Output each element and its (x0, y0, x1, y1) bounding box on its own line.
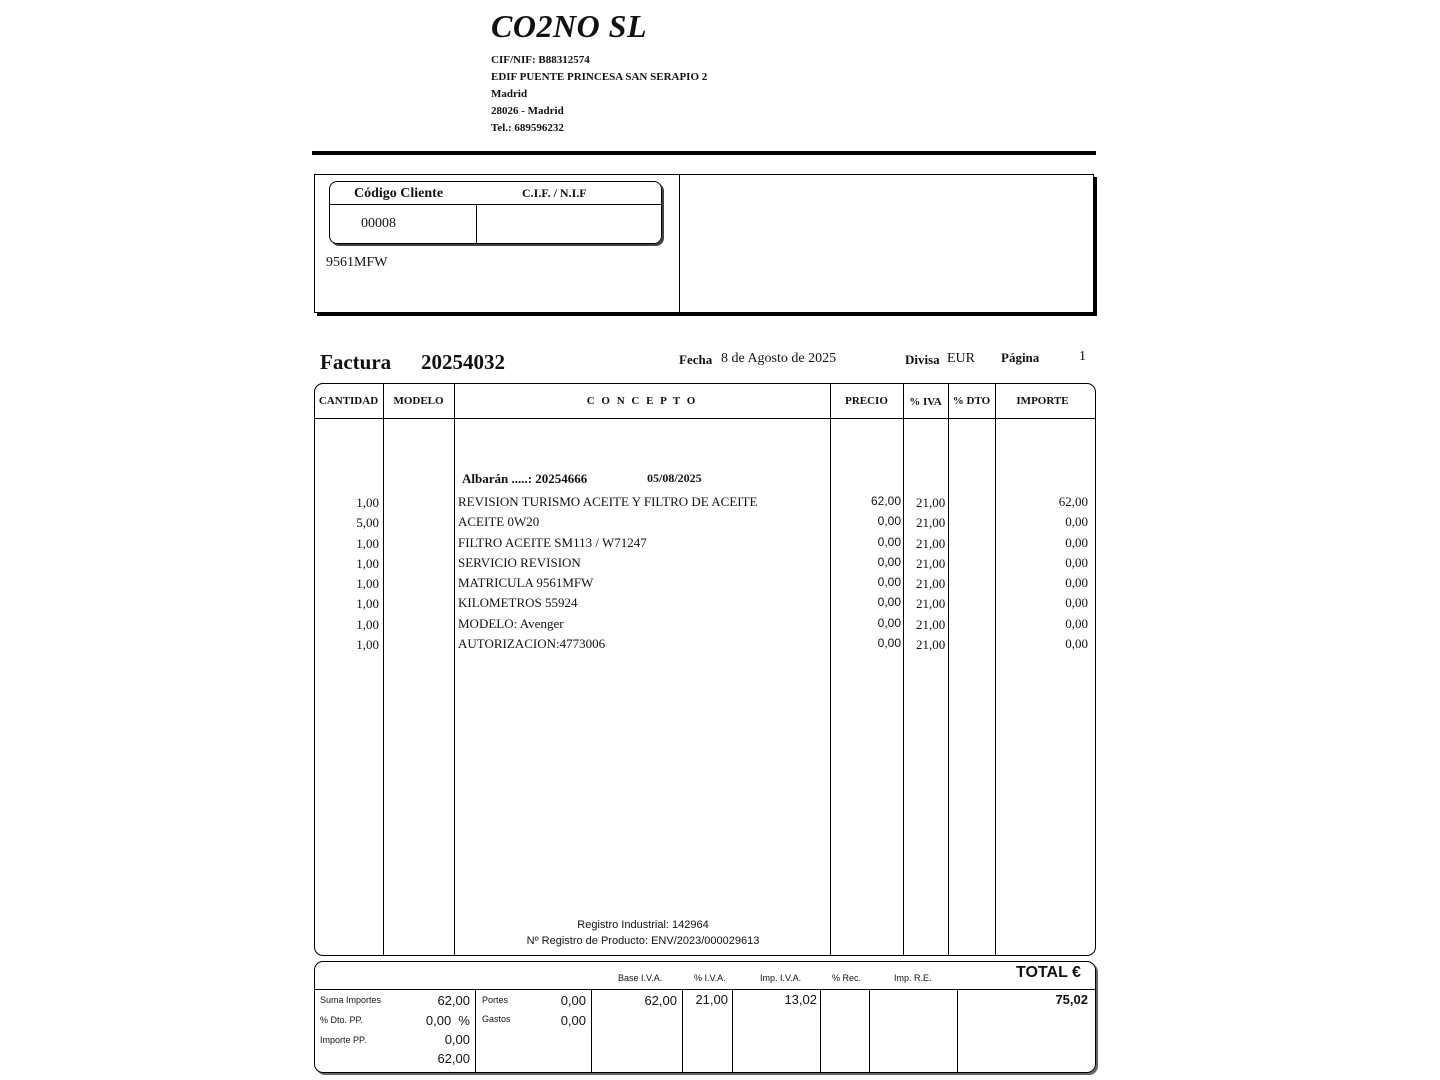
row-amount: 0,00 (1065, 535, 1088, 550)
gastos-label: Gastos (482, 1014, 511, 1024)
registry-industrial: Registro Industrial: 142964 (577, 919, 709, 931)
totals-header-pct-rec: % Rec. (832, 973, 862, 983)
invoice-page-label: Página (1001, 350, 1040, 365)
total-value: 75,02 (1055, 992, 1088, 1007)
row-iva: 21,00 (916, 576, 946, 591)
company-postal: 28026 - Madrid (491, 105, 564, 117)
row-concept: ACEITE 0W20 (458, 514, 540, 529)
header-concepto: C O N C E P T O (586, 395, 698, 407)
row-concept: MATRICULA 9561MFW (458, 575, 594, 590)
row-price: 0,00 (877, 595, 901, 609)
totals-divider (957, 989, 958, 1072)
total-label: TOTAL € (1016, 964, 1081, 981)
row-concept: AUTORIZACION:4773006 (458, 636, 606, 651)
row-qty: 1,00 (356, 617, 379, 632)
invoice-date: 8 de Agosto de 2025 (721, 351, 837, 366)
dto-pp-label: % Dto. PP. (320, 1015, 363, 1025)
invoice-number: 20254032 (421, 350, 505, 374)
portes-value: 0,00 (560, 993, 586, 1008)
row-amount: 0,00 (1065, 555, 1088, 570)
imp-iva-value: 13,02 (784, 992, 817, 1007)
company-phone: Tel.: 689596232 (491, 122, 564, 134)
header-cantidad: CANTIDAD (318, 395, 379, 407)
client-plate: 9561MFW (326, 255, 388, 270)
suma-importes-value: 62,00 (437, 993, 470, 1008)
row-amount: 0,00 (1065, 616, 1088, 631)
row-price: 62,00 (870, 494, 901, 508)
company-address: EDIF PUENTE PRINCESA SAN SERAPIO 2 (491, 71, 708, 83)
column-divider (995, 383, 996, 955)
column-divider (903, 383, 904, 955)
row-price: 0,00 (877, 636, 901, 650)
row-iva: 21,00 (916, 515, 946, 530)
totals-divider (682, 989, 683, 1072)
pct-iva-value: 21,00 (695, 992, 728, 1007)
company-city: Madrid (491, 88, 528, 100)
company-name: CO2NO SL (491, 8, 648, 44)
importe-pp-value: 0,00 (444, 1032, 470, 1047)
dto-pp-value: 0,00 % (425, 1013, 470, 1028)
column-divider (454, 383, 455, 955)
invoice-label: Factura (320, 350, 392, 374)
row-iva: 21,00 (916, 617, 946, 632)
totals-divider (869, 989, 870, 1072)
totals-header-imp-re: Imp. R.E. (894, 973, 932, 983)
row-amount: 62,00 (1058, 494, 1088, 509)
row-price: 0,00 (877, 535, 901, 549)
row-price: 0,00 (877, 514, 901, 528)
row-iva: 21,00 (916, 596, 946, 611)
portes-label: Portes (482, 995, 509, 1005)
row-concept: SERVICIO REVISION (458, 555, 581, 570)
client-cif-label: C.I.F. / N.I.F (522, 186, 587, 200)
invoice-date-label: Fecha (679, 352, 713, 367)
header-dto: % DTO (952, 395, 991, 407)
client-code-box-separator (476, 204, 477, 243)
registry-product: Nº Registro de Producto: ENV/2023/000029613 (526, 935, 760, 947)
row-concept: REVISION TURISMO ACEITE Y FILTRO DE ACEITE (458, 494, 758, 509)
items-header-rule (314, 418, 1095, 419)
header-modelo: MODELO (393, 395, 444, 407)
row-qty: 1,00 (356, 576, 379, 591)
albaran-label: Albarán .....: 20254666 (462, 471, 588, 486)
items-table (314, 383, 1096, 956)
totals-divider (591, 989, 592, 1072)
totals-header-base-iva: Base I.V.A. (618, 973, 663, 983)
row-concept: KILOMETROS 55924 (458, 595, 578, 610)
totals-header-pct-iva: % I.V.A. (694, 973, 726, 983)
totals-divider (475, 989, 476, 1072)
row-qty: 1,00 (356, 495, 379, 510)
row-amount: 0,00 (1065, 514, 1088, 529)
header-iva: % IVA (909, 396, 942, 408)
subtotal-value: 62,00 (437, 1051, 470, 1066)
column-divider (383, 383, 384, 955)
albaran-date: 05/08/2025 (647, 471, 702, 485)
row-price: 0,00 (877, 555, 901, 569)
row-qty: 1,00 (356, 596, 379, 611)
totals-divider (820, 989, 821, 1072)
totals-header-imp-iva: Imp. I.V.A. (760, 973, 802, 983)
row-concept: FILTRO ACEITE SM113 / W71247 (458, 535, 647, 550)
header-importe: IMPORTE (1016, 395, 1069, 407)
row-iva: 21,00 (916, 637, 946, 652)
client-box-divider (679, 174, 680, 312)
company-cif: CIF/NIF: B88312574 (491, 54, 590, 66)
row-concept: MODELO: Avenger (458, 616, 564, 631)
invoice-page: 1 (1079, 349, 1086, 364)
column-divider (948, 383, 949, 955)
row-amount: 0,00 (1065, 636, 1088, 651)
client-code-label: Código Cliente (354, 186, 444, 201)
row-qty: 1,00 (356, 637, 379, 652)
row-amount: 0,00 (1065, 575, 1088, 590)
invoice-currency-label: Divisa (905, 352, 940, 367)
row-qty: 1,00 (356, 556, 379, 571)
row-iva: 21,00 (916, 556, 946, 571)
row-qty: 5,00 (356, 515, 379, 530)
base-iva-value: 62,00 (644, 993, 677, 1008)
row-price: 0,00 (877, 575, 901, 589)
totals-header-rule (314, 989, 1095, 990)
totals-divider (732, 989, 733, 1072)
row-price: 0,00 (877, 616, 901, 630)
row-qty: 1,00 (356, 536, 379, 551)
gastos-value: 0,00 (560, 1013, 586, 1028)
suma-importes-label: Suma Importes (320, 995, 382, 1005)
invoice-currency: EUR (947, 351, 975, 366)
importe-pp-label: Importe PP. (320, 1035, 367, 1045)
row-iva: 21,00 (916, 536, 946, 551)
row-amount: 0,00 (1065, 595, 1088, 610)
header-divider (312, 151, 1096, 155)
column-divider (830, 383, 831, 955)
client-code-value: 00008 (361, 216, 396, 231)
row-iva: 21,00 (916, 495, 946, 510)
client-code-box-rule (329, 204, 661, 205)
header-precio: PRECIO (845, 395, 888, 407)
